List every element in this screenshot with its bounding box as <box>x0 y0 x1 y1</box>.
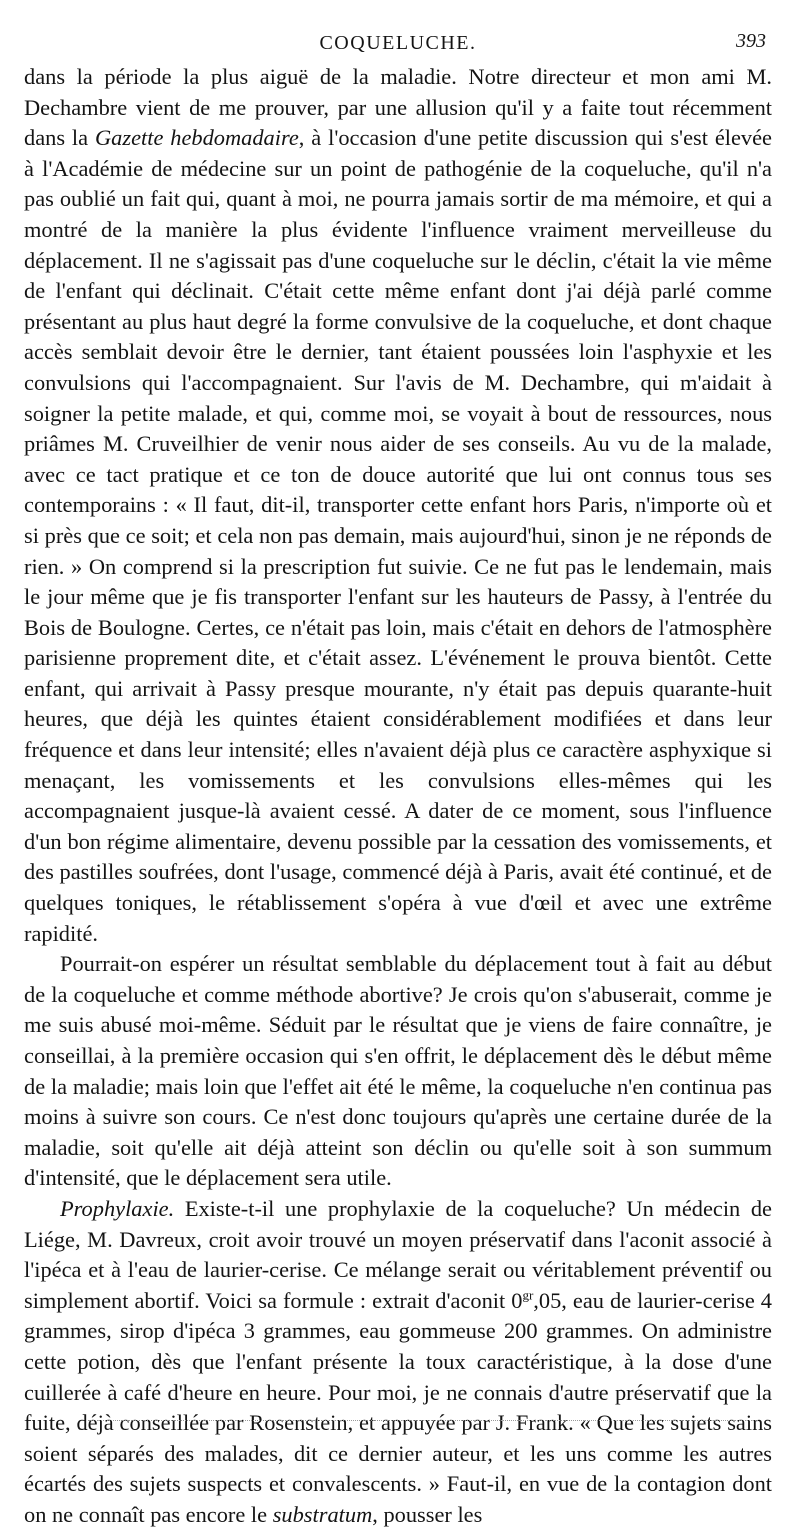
page-number: 393 <box>736 30 766 52</box>
paragraph-continuation <box>24 62 772 949</box>
paragraph-3-text-c: , pousser les <box>372 1501 483 1527</box>
running-title: COQUELUCHE. <box>319 32 477 54</box>
paragraph-1-text: dans la période la plus aiguë de la maladie. Notre directeur et mon ami M. Dechambre vient de me prouver, par une allusion qu'il y a faite tout récemment dans la <box>24 64 772 151</box>
unit-superscript: gr <box>522 1287 534 1303</box>
paragraph-3-text-a: Existe-t-il une prophylaxie de la coqueluche? Un médecin de Liége, M. Davreux, croit avoir trouvé un moyen préservatif dans l'aconit associé à l'ipéca et à l'eau de laurier-cerise. Ce mélange serait ou véritablement préventif ou simplement abortif. Voici sa formule : extrait d'aconit 0 <box>24 1195 772 1313</box>
paragraph-1-rest: , à l'occasion d'une petite discussion qui s'est élevée à l'Académie de médecine sur un point de pathogénie de la coqueluche, qu'il n'a pas oublié un fait qui, quant à moi, ne pourra jamais sortir de ma mémoire, et qui a montré de la manière la plus évidente l'influence vraiment merveilleuse du déplacement. Il ne s'agissait pas d'une coqueluche sur le déclin, c'était la vie même de l'enfant qui déclinait. C'était cette même enfant dont j'ai déjà parlé comme présentant au plus haut degré la forme convulsive de la coqueluche, et dont chaque accès semblait devoir être le dernier, tant étaient poussées loin l'asphyxie et les convulsions qui l'accompagnaient. Sur l'avis de M. Dechambre, qui m'aidait à soigner la petite malade, et qui, comme moi, se voyait à bout de ressources, nous priâmes M. Cruveilhier de venir nous aider de ses conseils. Au vu de la malade, avec ce tact pratique et ce ton de douce autorité que lui ont connus tous ses contemporains : « Il faut, dit-il, transporter cette enfant hors Paris, n'importe où et si près que ce soit; et cela non pas demain, mais aujourd'hui, sinon je ne réponds de rien. » On comprend si la prescription fut suivie. Ce ne fut pas le lendemain, mais le jour même que je fis transporter l'enfant sur les hauteurs de Passy, à l'entrée du Bois de Boulogne. Certes, ce n'était pas loin, mais c'était en dehors de l'atmosphère parisienne proprement dite, et c'était assez. L'événement le prouva bientôt. Cette enfant, qui arrivait à Passy presque mourante, n'y était pas depuis quarante-huit heures, que déjà les quintes étaient considérablement modifiées et dans leur fréquence et dans leur intensité; elles n'avaient déjà plus ce caractère asphyxique si menaçant, les vomissements et les convulsions elles-mêmes qui les accompagnaient jusque-là avaient cessé. A dater de ce moment, sous l'influence d'un bon régime alimentaire, devenu possible par la cessation des vomissements, et des pastilles soufrées, dont l'usage, commencé déjà à Paris, avait été continué, et de quelques toniques, le rétablissement s'opéra à vue d'œil et avec une extrême rapidité. <box>24 125 772 946</box>
latin-term: substratum <box>272 1501 373 1527</box>
journal-title: Gazette hebdomadaire <box>94 125 299 151</box>
body-text <box>24 62 772 1531</box>
page-header <box>24 18 772 62</box>
paragraph-3-text-b: ,05, eau de laurier-cerise 4 grammes, sirop d'ipéca 3 grammes, eau gommeuse 200 grammes. On administre cette potion, dès que l'enfant présente la toux caractéristique, à la dose d'une cuillerée à café d'heure en heure. Pour moi, je ne connais d'autre préservatif que la fuite, déjà conseillée par Rosenstein, et appuyée par J. Frank. « Que les sujets sains soient séparés des malades, dit ce dernier auteur, et les uns comme les autres écartés des sujets suspects et convalescents. » Faut-il, en vue de la contagion dont on ne connaît pas encore le <box>24 1287 772 1527</box>
paragraph-displacement <box>24 949 772 1194</box>
paragraph-prophylaxis <box>24 1194 772 1531</box>
book-page <box>24 18 772 1531</box>
footer-rule <box>88 1420 758 1421</box>
section-heading-prophylaxie: Prophylaxie. <box>60 1195 175 1221</box>
paragraph-2-text: Pourrait-on espérer un résultat semblable du déplacement tout à fait au début de la coqueluche et comme méthode abortive? Je crois qu'on s'abuserait, comme je me suis abusé moi-même. Séduit par le résultat que je viens de faire connaître, je conseillai, à la première occasion qui s'en offrit, le déplacement dès le début même de la maladie; mais loin que l'effet ait été le même, la coqueluche n'en continua pas moins à suivre son cours. Ce n'est donc toujours qu'après une certaine durée de la maladie, soit qu'elle ait déjà atteint son déclin ou qu'elle soit à son summum d'intensité, que le déplacement sera utile. <box>24 951 772 1191</box>
